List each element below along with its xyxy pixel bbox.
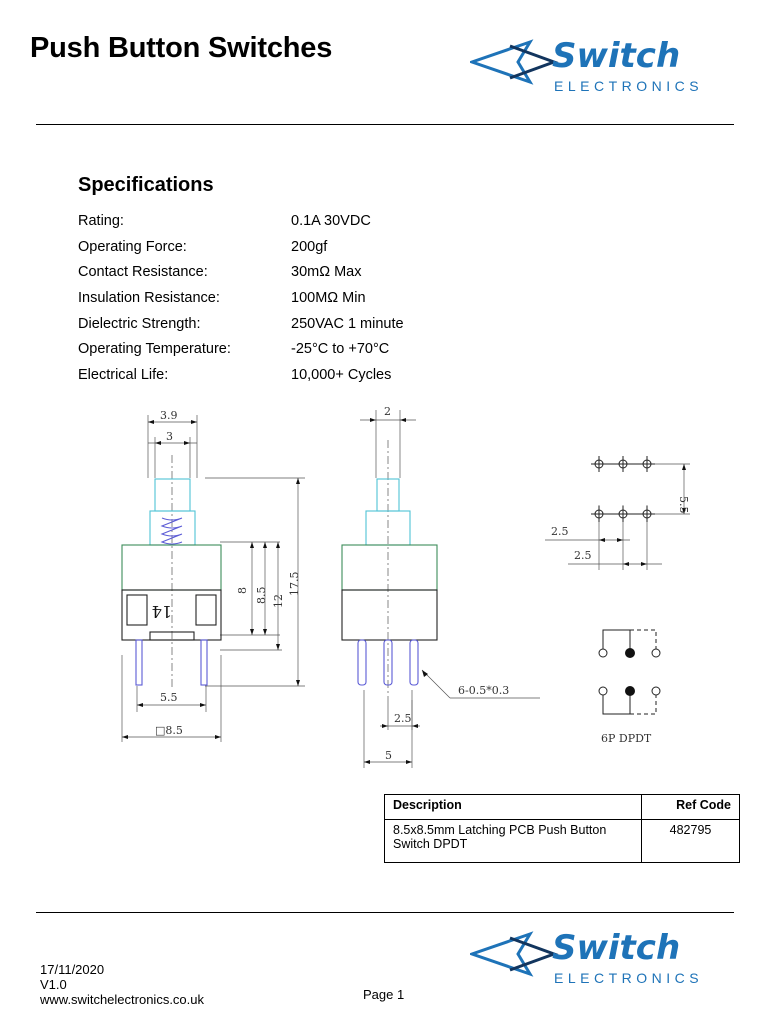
- logo-sub: ELECTRONICS: [554, 78, 704, 94]
- logo-word: Switch: [552, 36, 681, 76]
- dim-3-9: 3.9: [160, 409, 178, 422]
- dim-square-8-5: □8.5: [155, 724, 183, 737]
- footer-version: V1.0: [40, 977, 67, 992]
- spec-value: 30mΩ Max: [291, 264, 362, 280]
- spec-value: 100MΩ Min: [291, 290, 366, 306]
- spec-label: Operating Temperature:: [78, 341, 231, 357]
- body-mark: 14: [151, 602, 172, 621]
- dim-pins: 6-0.5*0.3: [458, 684, 510, 697]
- logo-sub: ELECTRONICS: [554, 970, 704, 986]
- pcb-dim-5-5: 5.5: [677, 496, 690, 514]
- dim-2: 2: [384, 405, 391, 418]
- dim-8: 8: [236, 587, 249, 594]
- schematic-label: 6P DPDT: [601, 732, 652, 745]
- footer-date: 17/11/2020: [40, 962, 105, 977]
- spec-value: -25°C to +70°C: [291, 341, 390, 357]
- parts-table: [384, 794, 740, 863]
- page-number: Page 1: [363, 987, 405, 1002]
- dim-17-5: 17.5: [288, 571, 301, 596]
- logo-arrow-icon: [470, 930, 560, 980]
- dim-3: 3: [166, 430, 173, 443]
- spec-label: Operating Force:: [78, 239, 187, 255]
- pcb-dim-2-5-a: 2.5: [551, 525, 569, 538]
- pcb-dim-2-5-b: 2.5: [574, 549, 592, 562]
- spec-label: Rating:: [78, 213, 124, 229]
- page-title: Push Button Switches: [30, 32, 333, 64]
- footer-url[interactable]: www.switchelectronics.co.uk: [40, 992, 204, 1007]
- footer-divider: [36, 912, 734, 913]
- specifications-heading: Specifications: [78, 174, 214, 196]
- spec-label: Dielectric Strength:: [78, 316, 201, 332]
- spec-label: Insulation Resistance:: [78, 290, 220, 306]
- column-header-ref-code: Ref Code: [642, 795, 740, 820]
- footer-logo: [470, 930, 740, 990]
- dim-12: 12: [272, 594, 285, 608]
- spec-value: 0.1A 30VDC: [291, 213, 371, 229]
- cell-description: 8.5x8.5mm Latching PCB Push Button Switch DPDT: [385, 820, 642, 863]
- dim-5: 5: [385, 749, 392, 762]
- footer-info: [40, 962, 204, 1007]
- spec-value: 10,000+ Cycles: [291, 367, 392, 383]
- table-row: [385, 820, 740, 863]
- spec-value: 250VAC 1 minute: [291, 316, 404, 332]
- column-header-description: Description: [385, 795, 642, 820]
- spec-label: Electrical Life:: [78, 367, 169, 383]
- dim-2-5-side: 2.5: [394, 712, 412, 725]
- cell-ref-code: 482795: [642, 820, 740, 863]
- logo-word: Switch: [552, 928, 681, 968]
- spec-label: Contact Resistance:: [78, 264, 208, 280]
- dim-5-5: 5.5: [160, 691, 178, 704]
- dim-8-5: 8.5: [255, 586, 268, 604]
- spec-value: 200gf: [291, 239, 328, 255]
- table-header-row: [385, 795, 740, 820]
